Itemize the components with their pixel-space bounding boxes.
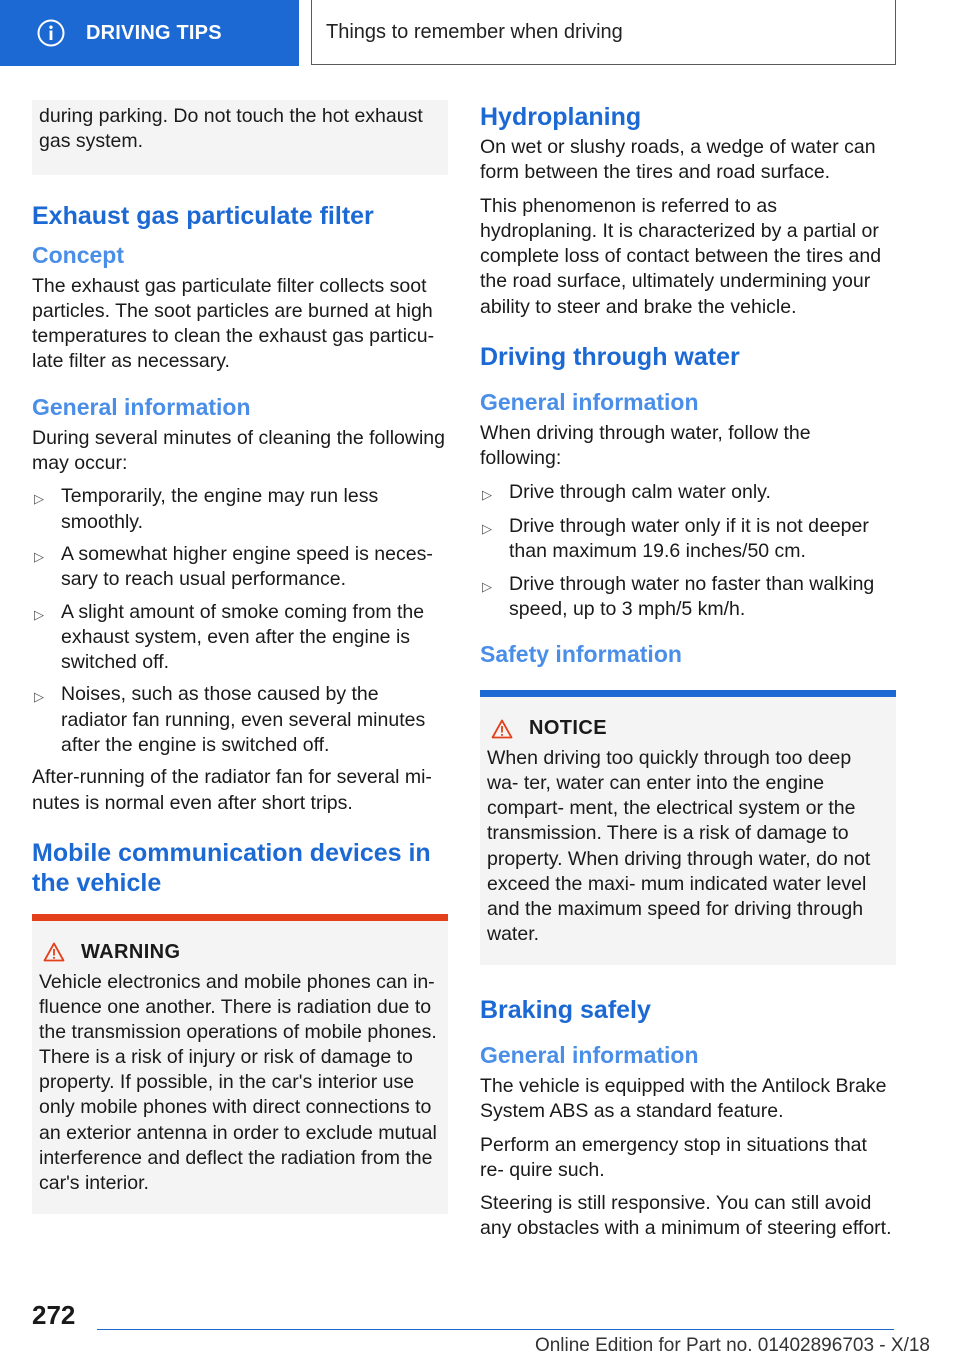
water-title: Driving through water — [480, 343, 740, 372]
warning-triangle-icon — [43, 942, 65, 962]
exhaust-general-intro: During several minutes of cleaning the following may occur: — [32, 426, 445, 475]
water-general-heading: General information — [480, 389, 699, 416]
braking-title: Braking safely — [480, 995, 651, 1024]
chapter-title: Things to remember when driving — [326, 20, 623, 43]
bullet-triangle-icon: ▷ — [482, 520, 492, 536]
bullet-text: Drive through water no faster than walking speed, up to 3 mph/5 km/h. — [509, 572, 875, 620]
warning-bar — [32, 914, 448, 921]
warning-box — [32, 914, 448, 1214]
hydroplaning-text-2: This phenomenon is referred to as hydroplaning. It is characterized by a partial or complete loss of contact between the tires and the road surface, ultimately undermining your ability to steer and brake the vehicle. — [480, 194, 882, 318]
warning-label: WARNING — [81, 940, 181, 963]
info-icon — [36, 18, 66, 48]
notice-text: When driving too quickly through too deep wa‐ ter, water can enter into the engine compart‐ ment, the electrical system or the transmission. There is a risk of damage to property. When driving through water, do not exceed the maxi‐ mum indicated water level and the maximum speed for driving through water. — [487, 747, 871, 945]
bullet-triangle-icon: ▷ — [482, 486, 492, 502]
section-title: DRIVING TIPS — [86, 21, 222, 44]
notice-label: NOTICE — [529, 717, 607, 740]
braking-text-2: Perform an emergency stop in situations that re‐ quire such. — [480, 1133, 867, 1181]
hydroplaning-heading: Hydroplaning — [480, 103, 642, 131]
left-column — [32, 100, 448, 1214]
water-general-intro: When driving through water, follow the following: — [480, 422, 811, 470]
exhaust-general-outro: After-running of the radiator fan for several mi‐ nutes is normal even after short trips. — [32, 766, 432, 814]
list-item — [32, 484, 448, 535]
bullet-text: Temporarily, the engine may run less smoothly. — [61, 485, 379, 533]
footer-edition: Online Edition for Part no. 01402896703 - X/18 — [534, 1335, 930, 1356]
notice-triangle-icon — [491, 719, 513, 739]
bullet-triangle-icon: ▷ — [34, 491, 44, 507]
carry-over-box — [32, 100, 448, 175]
concept-text: The exhaust gas particulate filter collects soot particles. The soot particles are burned at high temperatures to clean the exhaust gas particu‐ late filter as necessary. — [32, 274, 435, 373]
braking-text-3: Steering is still responsive. You can still avoid any obstacles with a minimum of steering effort. — [480, 1192, 892, 1240]
exhaust-general-heading: General information — [32, 393, 251, 420]
bullet-text: A somewhat higher engine speed is neces‐ sary to reach usual performance. — [61, 542, 433, 591]
list-item — [32, 682, 448, 758]
bullet-text: A slight amount of smoke coming from the exhaust system, even after the engine is switched off. — [61, 600, 425, 674]
carry-over-text: during parking. Do not touch the hot exhaust gas system. — [39, 105, 423, 153]
hydroplaning-text-1: On wet or slushy roads, a wedge of water can form between the tires and road surface. — [480, 136, 876, 184]
list-item — [480, 480, 896, 507]
bullet-text: Noises, such as those caused by the radiator fan running, even several minutes after the engine is switched off. — [61, 683, 426, 757]
chapter-header — [311, 0, 896, 65]
bullet-triangle-icon: ▷ — [34, 548, 44, 564]
bullet-text: Drive through water only if it is not deeper than maximum 19.6 inches/50 cm. — [509, 514, 869, 563]
right-column — [480, 103, 896, 1250]
page-number: 272 — [32, 1300, 76, 1330]
water-bullet-list — [480, 480, 896, 622]
footer-divider — [97, 1329, 894, 1330]
bullet-triangle-icon: ▷ — [34, 606, 44, 622]
braking-general-heading: General information — [480, 1041, 699, 1068]
warning-text: Vehicle electronics and mobile phones can in‐ fluence one another. There is radiation due to the transmission operations of mobile phones. There is a risk of injury or risk of damage to property. If possible, in the car's interior use only mobile phones with direct connections to an exterior antenna in order to exclude mutual interference and deflect the radiation from the car's interior. — [39, 970, 437, 1194]
exhaust-bullet-list — [32, 484, 448, 758]
concept-heading: Concept — [32, 241, 124, 268]
list-item — [32, 542, 448, 593]
exhaust-title: Exhaust gas particulate filter — [32, 201, 374, 230]
bullet-triangle-icon: ▷ — [482, 578, 492, 594]
braking-text-1: The vehicle is equipped with the Antilock Brake System ABS as a standard feature. — [480, 1074, 887, 1123]
bullet-text: Drive through calm water only. — [509, 480, 771, 503]
safety-heading: Safety information — [480, 641, 682, 668]
notice-bar — [480, 690, 896, 697]
list-item — [480, 514, 896, 565]
list-item — [32, 600, 448, 676]
section-tab — [0, 0, 299, 66]
bullet-triangle-icon: ▷ — [34, 689, 44, 705]
notice-box — [480, 690, 896, 965]
mobile-title: Mobile communication devices in the vehicle — [32, 838, 431, 897]
list-item — [480, 572, 896, 623]
